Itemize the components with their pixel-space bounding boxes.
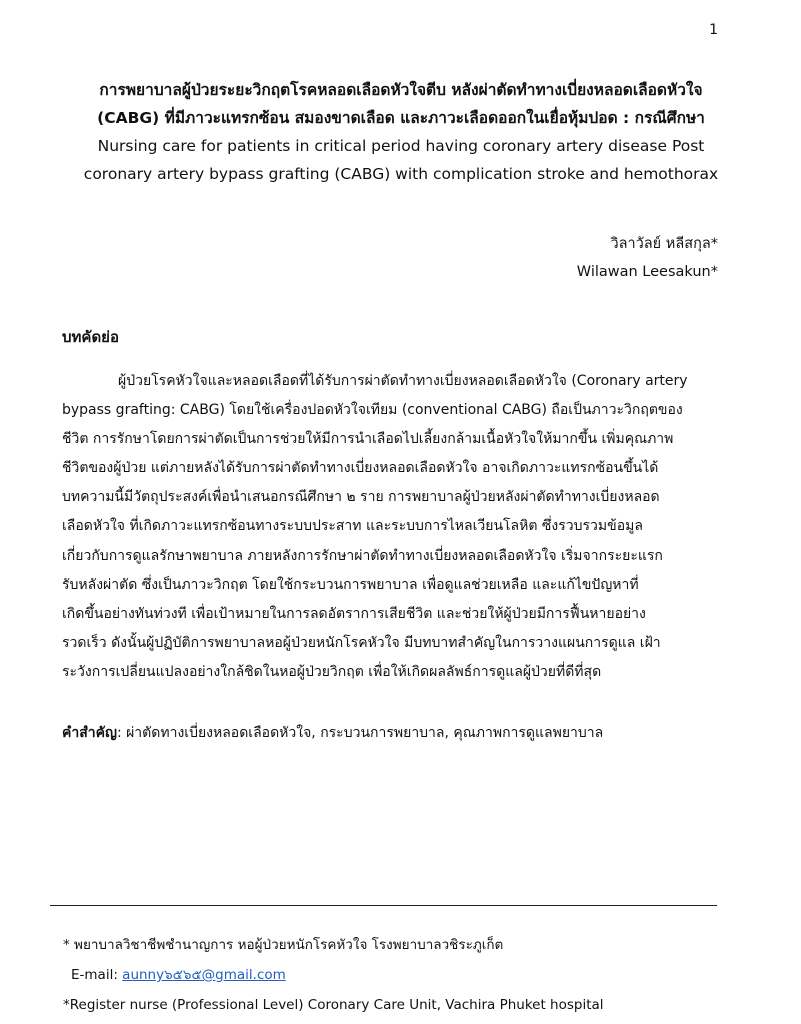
footnotes [63,930,604,1020]
keywords-label: คำสำคัญ [62,725,117,741]
abstract-line: ชีวิตของผู้ป่วย แต่ภายหลังได้รับการผ่าตัดทำทางเบี่ยงหลอดเลือดหัวใจ อาจเกิดภาวะแทรกซ้อนขึ้นได้ [62,460,659,477]
abstract-line: bypass grafting: CABG) โดยใช้เครื่องปอดหัวใจเทียม (conventional CABG) ถือเป็นภาวะวิกฤตของ [62,402,683,419]
keywords-text: : ผ่าตัดทางเบี่ยงหลอดเลือดหัวใจ, กระบวนการพยาบาล, คุณภาพการดูแลพยาบาล [116,725,604,741]
footnote-email-line [63,960,604,990]
keywords [62,722,603,744]
abstract-line: รวดเร็ว ดังนั้นผู้ปฏิบัติการพยาบาลหอผู้ป่วยหนักโรคหัวใจ มีบทบาทสำคัญในการวางแผนการดูแล เฝ้า [62,634,661,651]
abstract-line: ระวังการเปลี่ยนแปลงอย่างใกล้ชิดในหอผู้ป่วยวิกฤต เพื่อให้เกิดผลลัพธ์การดูแลผู้ป่วยที่ดีที่สุด [62,663,602,680]
email-link[interactable]: aunny๖๕๖๕@gmail.com [122,967,286,983]
footnote-divider [50,905,717,906]
author-block [577,230,718,286]
abstract-heading: บทคัดย่อ [62,328,119,346]
email-label: E-mail: [71,967,123,983]
footnote-affiliation-en: *Register nurse (Professional Level) Coronary Care Unit, Vachira Phuket hospital [63,997,604,1013]
abstract-body [62,367,716,687]
author-name-th: วิลาวัลย์ หลีสกุล* [610,236,718,252]
author-name-en: Wilawan Leesakun* [576,264,718,280]
abstract-line: เกิดขึ้นอย่างทันท่วงที เพื่อเป้าหมายในการลดอัตราการเสียชีวิต และช่วยให้ผู้ป่วยมีการฟื้นหายอย่าง [62,605,646,622]
page-number: 1 [709,22,718,38]
abstract-line: เกี่ยวกับการดูแลรักษาพยาบาล ภายหลังการรักษาผ่าตัดทำทางเบี่ยงหลอดเลือดหัวใจ เริ่มจากระยะแรก [62,547,663,564]
footnote-affiliation-th: * พยาบาลวิชาชีพชำนาญการ หอผู้ป่วยหนักโรคหัวใจ โรงพยาบาลวชิระภูเก็ต [63,937,504,953]
title-en-line-1: Nursing care for patients in critical period having coronary artery disease Post [97,137,705,155]
abstract-line: ผู้ป่วยโรคหัวใจและหลอดเลือดที่ได้รับการผ่าตัดทำทางเบี่ยงหลอดเลือดหัวใจ (Coronary artery [118,373,688,389]
abstract-line: รับหลังผ่าตัด ซึ่งเป็นภาวะวิกฤต โดยใช้กระบวนการพยาบาล เพื่อดูแลช่วยเหลือ และแก้ไขปัญหาที่ [62,576,639,593]
abstract-line: ชีวิต การรักษาโดยการผ่าตัดเป็นการช่วยให้มีการนำเลือดไปเลี้ยงกล้ามเนื้อหัวใจให้มากขึ้น เพิ่มคุณภาพ [62,431,674,448]
title-th-line-2: (CABG) ที่มีภาวะแทรกซ้อน สมองขาดเลือด และภาวะเลือดออกในเยื่อหุ้มปอด : กรณีศึกษา [97,109,705,127]
abstract-line: เลือดหัวใจ ที่เกิดภาวะแทรกซ้อนทางระบบประสาท และระบบการไหลเวียนโลหิต ซึ่งรวบรวมข้อมูล [62,518,643,535]
title-th-line-1: การพยาบาลผู้ป่วยระยะวิกฤตโรคหลอดเลือดหัวใจตีบ หลังผ่าตัดทำทางเบี่ยงหลอดเลือดหัวใจ [99,81,703,99]
abstract-line: บทความนี้มีวัตถุประสงค์เพื่อนำเสนอกรณีศึกษา ๒ ราย การพยาบาลผู้ป่วยหลังผ่าตัดทำทางเบี่ยงหลอด [62,489,660,506]
paper-title [40,76,762,188]
title-en-line-2: coronary artery bypass grafting (CABG) with complication stroke and hemothorax [83,165,719,183]
